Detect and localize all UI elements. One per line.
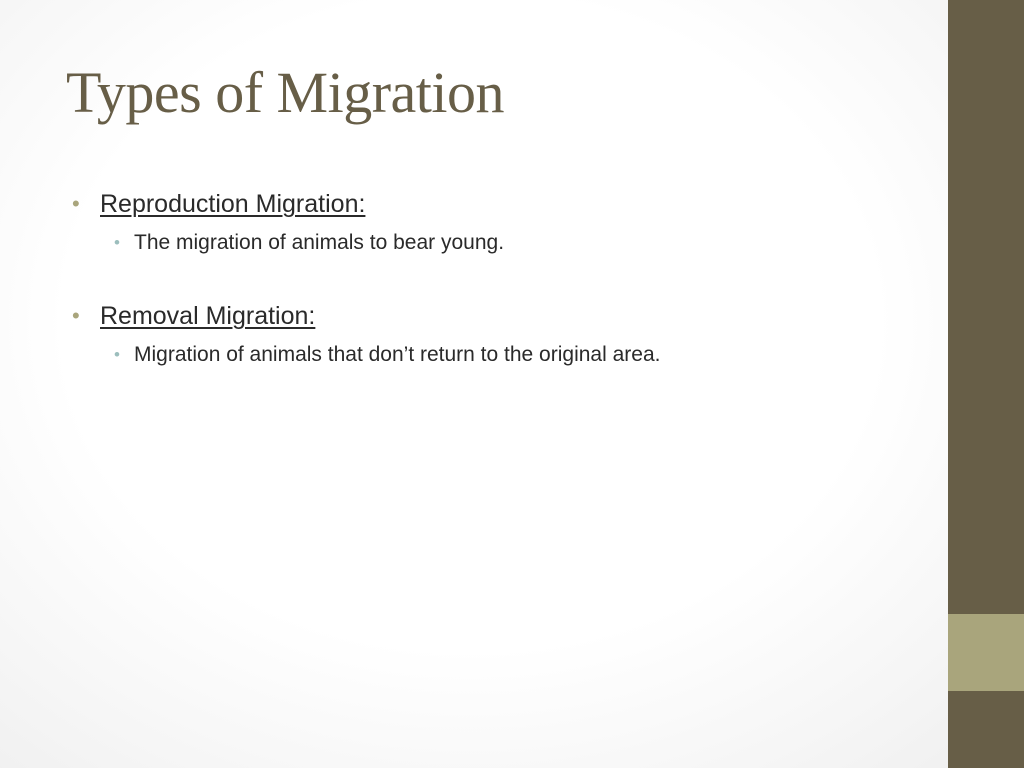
sub-bullet-dot-icon: • — [114, 233, 120, 252]
side-accent-block — [948, 614, 1024, 691]
bullet-level2 — [114, 228, 932, 258]
bullet-dot-icon: • — [72, 303, 80, 328]
bullet-dot-icon: • — [72, 191, 80, 216]
bullet-heading: Removal Migration: — [100, 302, 316, 330]
bullet-level2 — [114, 340, 932, 370]
bullet-level1 — [72, 298, 932, 334]
slide-title: Types of Migration — [66, 60, 504, 125]
bullet-level1 — [72, 186, 932, 222]
bullet-item — [72, 298, 932, 370]
slide-content — [72, 186, 932, 410]
sub-bullet-dot-icon: • — [114, 345, 120, 364]
bullet-description: Migration of animals that don’t return to the original area. — [134, 343, 661, 366]
bullet-heading: Reproduction Migration: — [100, 190, 366, 218]
bullet-description: The migration of animals to bear young. — [134, 231, 505, 254]
bullet-item — [72, 186, 932, 258]
